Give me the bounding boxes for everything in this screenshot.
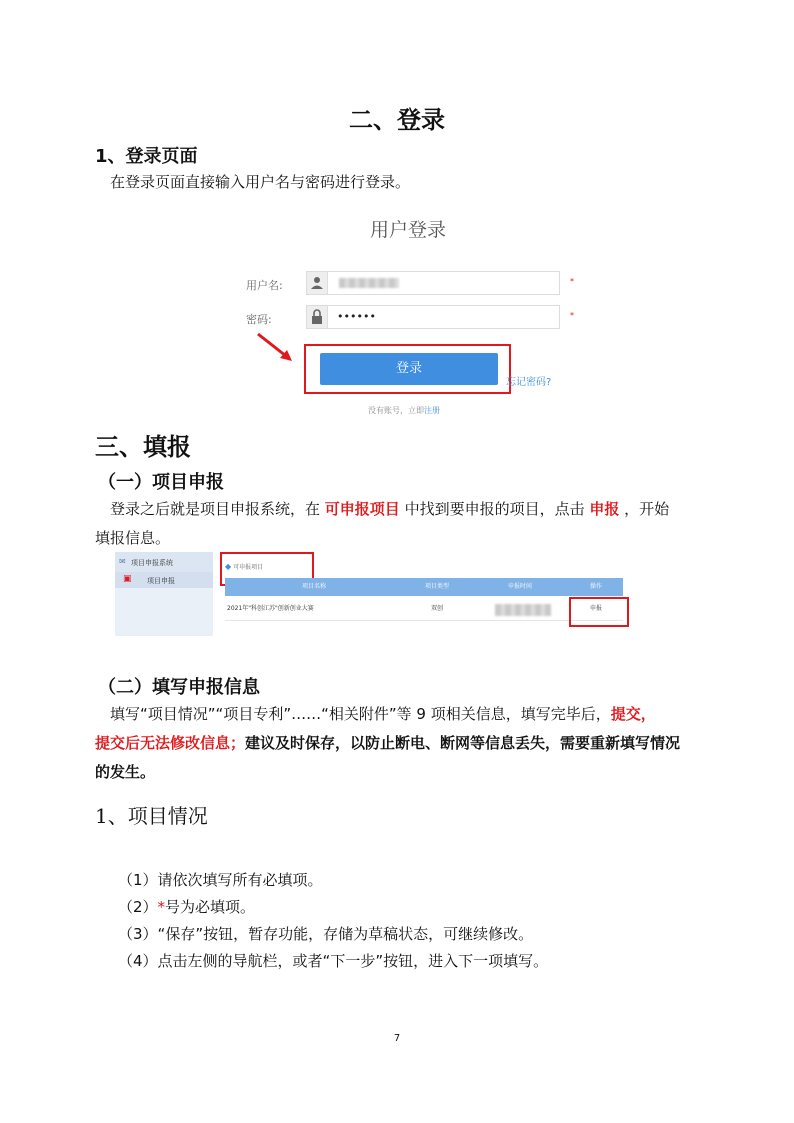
- fill-info-advice: 建议及时保存，以防止断电、断网等信息丢失，需要重新填写情况: [245, 734, 681, 752]
- col-header-type: 项目类型: [403, 578, 471, 596]
- arrow-icon: [252, 330, 302, 370]
- required-mark: *: [157, 898, 166, 916]
- section-title-login: 二、登录: [349, 106, 445, 134]
- app-screenshot: [115, 552, 630, 636]
- list-item-3: （3）“保存”按钮，暂存功能，存储为草稿状态，可继续修改。: [118, 925, 534, 943]
- list-item-2: [118, 893, 255, 922]
- username-field[interactable]: [306, 271, 560, 295]
- fill-info-submit: 提交，: [610, 705, 656, 723]
- document-icon: ▣: [123, 574, 132, 584]
- apply-text-part2: 中找到要申报的项目，点击: [399, 500, 590, 518]
- sidebar: [115, 552, 213, 636]
- login-form-figure: [228, 205, 586, 423]
- username-required-mark: *: [570, 277, 574, 286]
- subsection-title-login-page: 1、登录页面: [95, 146, 198, 167]
- login-intro-text: 在登录页面直接输入用户名与密码进行登录。: [110, 173, 411, 191]
- fill-info-line2: [95, 729, 680, 758]
- list-item-1: （1）请依次填写所有必填项。: [118, 871, 323, 889]
- fill-info-line1: [110, 700, 656, 729]
- login-form-title: 用户登录: [369, 219, 446, 241]
- apply-highlight-apply: 申报: [589, 500, 620, 518]
- fill-info-line3: 的发生。: [95, 763, 156, 781]
- no-account-text: [368, 405, 440, 416]
- password-field[interactable]: [306, 305, 560, 329]
- apply-text-line1: [110, 495, 669, 524]
- register-link[interactable]: 注册: [424, 406, 440, 415]
- col-header-name: 项目名称: [225, 578, 403, 596]
- table-row: [225, 600, 623, 621]
- lock-icon: [307, 306, 328, 328]
- highlight-box-apply: [569, 597, 629, 627]
- list-item-2-text: 号为必填项。: [165, 898, 256, 916]
- tag-icon: ◆: [225, 562, 232, 571]
- login-button[interactable]: 登录: [320, 353, 498, 385]
- cell-time-blurred: [495, 604, 551, 616]
- subsection-title-project-apply: （一）项目申报: [98, 472, 224, 493]
- user-icon: [307, 272, 328, 294]
- apply-action-link[interactable]: 申报: [589, 605, 602, 612]
- username-label: 用户名:: [246, 279, 283, 292]
- page-number: 7: [393, 1033, 401, 1044]
- no-account-label: 没有账号，立即: [368, 406, 424, 415]
- list-item-2-prefix: （2）: [118, 898, 158, 916]
- subsection-title-fill-info: （二）填写申报信息: [98, 677, 260, 698]
- forgot-password-link[interactable]: 忘记密码?: [506, 377, 552, 388]
- username-value-blurred: [339, 278, 399, 288]
- sidebar-header: [115, 552, 213, 572]
- apply-text-line2: 填报信息。: [95, 529, 171, 547]
- col-header-action: 操作: [569, 578, 623, 596]
- highlight-box-login: [304, 344, 511, 394]
- sidebar-item-project-apply[interactable]: [115, 572, 213, 588]
- fill-info-warning: 提交后无法修改信息；: [95, 734, 246, 752]
- section-title-fill: 三、填报: [95, 433, 191, 461]
- apply-text-part3: ，开始: [619, 500, 670, 518]
- cell-project-type: 双创: [430, 605, 443, 612]
- sidebar-item-label: 项目申报: [147, 577, 175, 585]
- password-value: ••••••: [337, 310, 376, 323]
- section-title-project-info: 1、项目情况: [95, 804, 208, 828]
- grid-icon: ✉: [119, 557, 126, 566]
- cell-project-name: 2021年"科创江苏"创新创业大赛: [227, 605, 314, 612]
- apply-text-part1: 登录之后就是项目申报系统，在: [110, 500, 325, 518]
- tab-label: 可申报项目: [233, 564, 264, 571]
- sidebar-title: 项目申报系统: [131, 559, 173, 567]
- password-label: 密码:: [246, 313, 272, 326]
- col-header-time: 申报时间: [471, 578, 569, 596]
- list-item-4: （4）点击左侧的导航栏，或者“下一步”按钮，进入下一项填写。: [118, 952, 549, 970]
- apply-highlight-available: 可申报项目: [324, 500, 400, 518]
- fill-info-text: 填写“项目情况”“项目专利”……“相关附件”等 9 项相关信息，填写完毕后，: [110, 705, 611, 723]
- password-required-mark: *: [570, 311, 574, 320]
